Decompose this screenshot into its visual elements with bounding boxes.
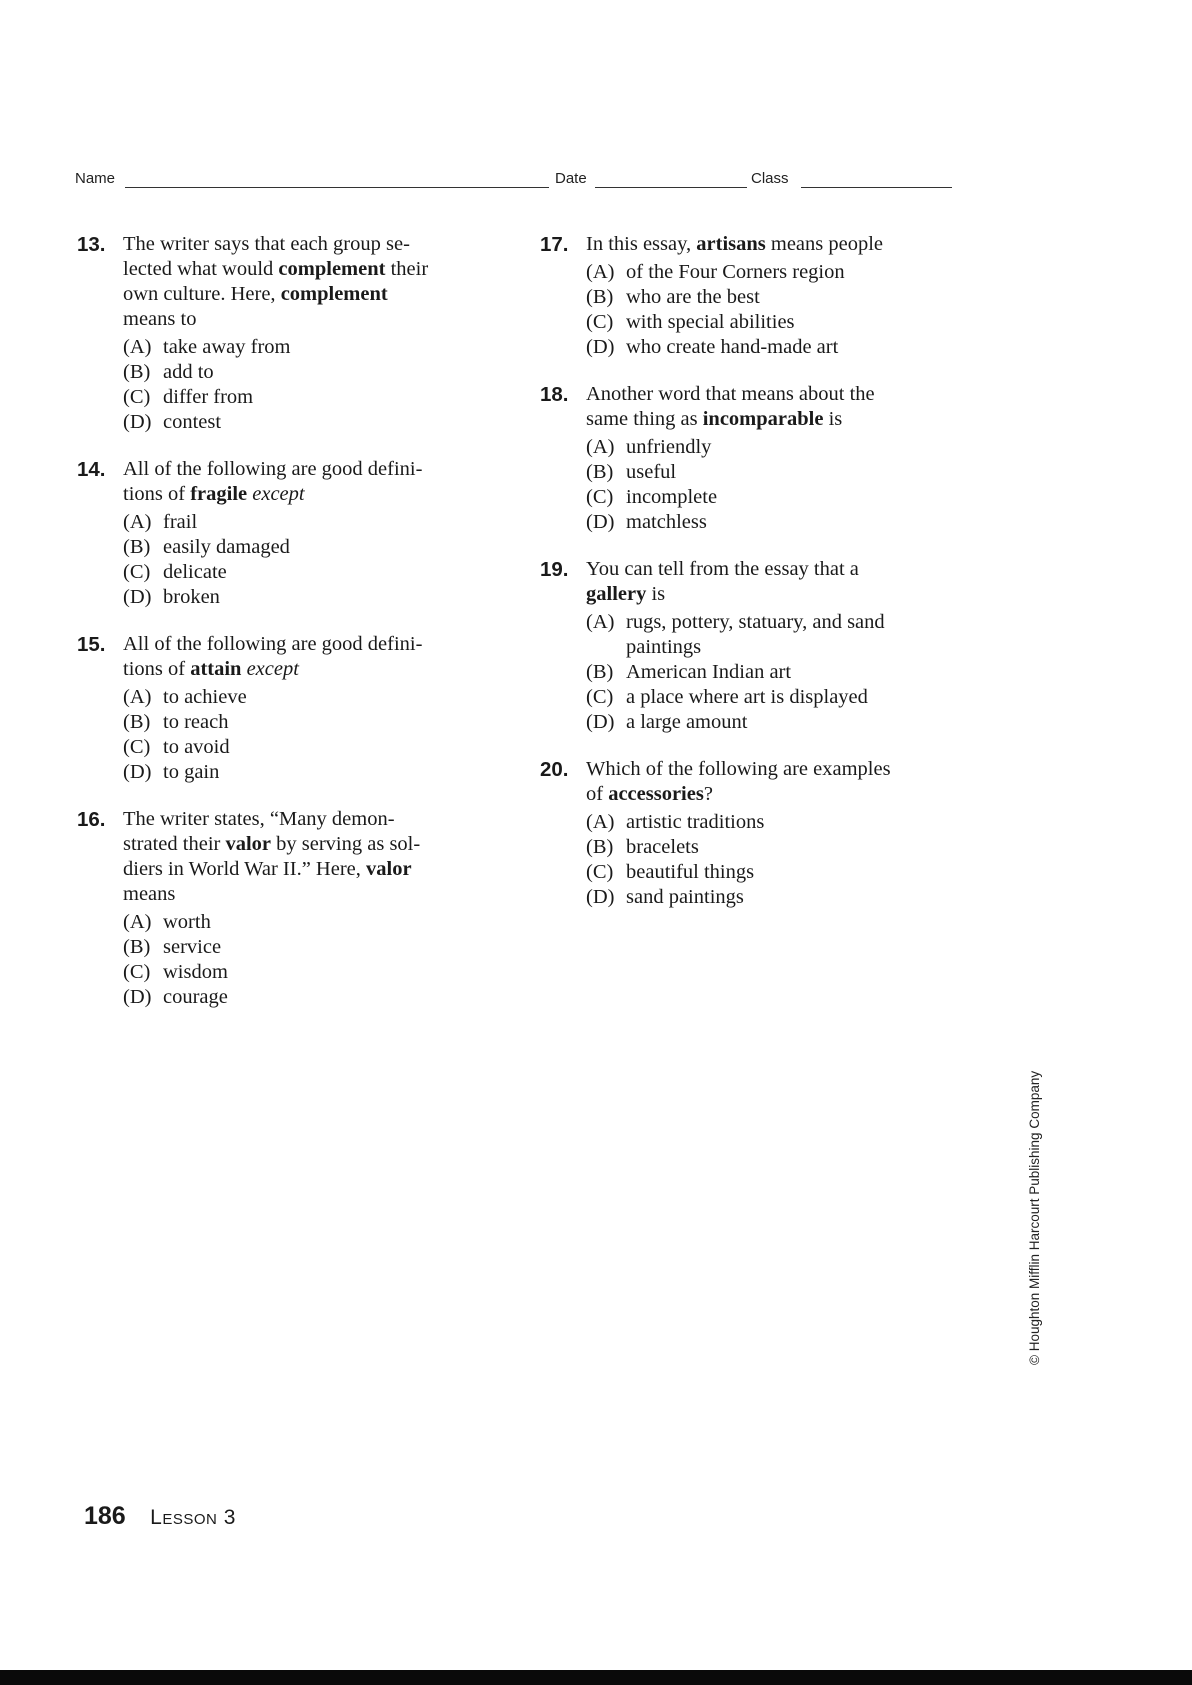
answer-option <box>123 710 497 735</box>
answer-options <box>586 810 960 910</box>
option-text: rugs, pottery, statuary, and sand paintings <box>626 611 885 658</box>
answer-option <box>123 910 497 935</box>
stem-text: In this essay, <box>586 233 697 255</box>
question-number: 14. <box>77 458 106 481</box>
option-text: broken <box>163 586 220 608</box>
vocab-word: artisans <box>696 233 766 255</box>
answer-option <box>123 385 497 410</box>
option-text: a large amount <box>626 711 748 733</box>
question-stem <box>123 632 497 682</box>
stem-text: same thing as <box>586 408 703 430</box>
stem-text: tions of <box>123 483 191 505</box>
option-letter: (C) <box>123 736 151 758</box>
answer-option <box>123 935 497 960</box>
vocab-word: accessories <box>608 783 704 805</box>
stem-text: lected what would <box>123 258 279 280</box>
option-text: to avoid <box>163 736 230 758</box>
question-15 <box>77 632 497 785</box>
answer-options <box>586 610 960 735</box>
stem-text: means to <box>123 308 197 330</box>
answer-option <box>123 335 497 360</box>
option-text: a place where art is displayed <box>626 686 868 708</box>
option-letter: (D) <box>586 886 615 908</box>
page-number: 186 <box>84 1502 126 1530</box>
answer-option <box>586 285 960 310</box>
option-letter: (A) <box>123 336 152 358</box>
option-letter: (D) <box>586 511 615 533</box>
option-text: easily damaged <box>163 536 290 558</box>
stem-text: The writer says that each group se- <box>123 233 410 255</box>
option-text: wisdom <box>163 961 228 983</box>
page-footer <box>84 1502 236 1531</box>
answer-option <box>123 585 497 610</box>
left-column <box>77 232 497 1032</box>
option-letter: (C) <box>586 861 614 883</box>
lesson-label: Lesson 3 <box>150 1506 236 1529</box>
option-text: differ from <box>163 386 254 408</box>
stem-text: All of the following are good defini- <box>123 633 423 655</box>
answer-option <box>586 835 960 860</box>
vocab-word: incomparable <box>702 408 824 430</box>
question-stem <box>123 232 497 332</box>
question-stem <box>586 557 960 607</box>
option-letter: (B) <box>586 461 614 483</box>
option-letter: (B) <box>123 536 151 558</box>
answer-options <box>586 260 960 360</box>
answer-option <box>586 885 960 910</box>
option-text: to gain <box>163 761 220 783</box>
question-14 <box>77 457 497 610</box>
scan-edge-bar <box>0 1670 1192 1685</box>
answer-option <box>586 660 960 685</box>
name-line <box>125 187 549 188</box>
option-letter: (B) <box>586 286 614 308</box>
answer-options <box>586 435 960 535</box>
option-letter: (C) <box>123 386 151 408</box>
option-letter: (A) <box>586 261 615 283</box>
question-19 <box>540 557 960 735</box>
option-letter: (B) <box>123 711 151 733</box>
answer-options <box>123 685 497 785</box>
question-16 <box>77 807 497 1010</box>
right-column <box>540 232 960 932</box>
emphasis-text: except <box>252 483 305 505</box>
stem-text: The writer states, “Many demon- <box>123 808 395 830</box>
answer-option <box>586 610 960 660</box>
question-20 <box>540 757 960 910</box>
class-line <box>801 187 952 188</box>
option-letter: (D) <box>123 761 152 783</box>
answer-option <box>123 360 497 385</box>
vocab-word: valor <box>366 858 412 880</box>
stem-text: diers in World War II.” Here, <box>123 858 366 880</box>
question-number: 13. <box>77 233 106 256</box>
option-text: delicate <box>163 561 227 583</box>
option-letter: (C) <box>586 686 614 708</box>
option-text: frail <box>163 511 198 533</box>
option-text: unfriendly <box>626 436 712 458</box>
answer-option <box>123 535 497 560</box>
option-letter: (D) <box>123 586 152 608</box>
option-text: incomplete <box>626 486 718 508</box>
option-letter: (B) <box>586 836 614 858</box>
stem-text: tions of <box>123 658 191 680</box>
answer-option <box>586 860 960 885</box>
answer-option <box>123 410 497 435</box>
vocab-word: complement <box>278 258 386 280</box>
option-text: take away from <box>163 336 291 358</box>
option-text: worth <box>163 911 211 933</box>
question-number: 17. <box>540 233 569 256</box>
option-text: useful <box>626 461 677 483</box>
question-number: 16. <box>77 808 106 831</box>
option-text: American Indian art <box>626 661 792 683</box>
vocab-word: complement <box>280 283 388 305</box>
option-text: to reach <box>163 711 229 733</box>
answer-option <box>586 460 960 485</box>
question-17 <box>540 232 960 360</box>
option-text: matchless <box>626 511 707 533</box>
stem-text: means people <box>765 233 884 255</box>
stem-text: All of the following are good defini- <box>123 458 423 480</box>
stem-text: ? <box>703 783 713 805</box>
question-stem <box>586 757 960 807</box>
option-letter: (C) <box>586 311 614 333</box>
class-label: Class <box>751 170 789 187</box>
vocab-word: valor <box>225 833 272 855</box>
option-letter: (A) <box>586 436 615 458</box>
option-letter: (B) <box>123 361 151 383</box>
answer-option <box>123 735 497 760</box>
option-text: sand paintings <box>626 886 744 908</box>
option-text: bracelets <box>626 836 699 858</box>
stem-text: Another word that means about the <box>586 383 875 405</box>
option-letter: (D) <box>586 711 615 733</box>
option-text: to achieve <box>163 686 247 708</box>
stem-text: is <box>823 408 843 430</box>
option-letter: (D) <box>123 411 152 433</box>
option-letter: (D) <box>123 986 152 1008</box>
option-letter: (D) <box>586 336 615 358</box>
question-number: 15. <box>77 633 106 656</box>
answer-option <box>123 560 497 585</box>
stem-text: You can tell from the essay that a <box>586 558 859 580</box>
option-text: artistic traditions <box>626 811 765 833</box>
option-letter: (A) <box>123 686 152 708</box>
answer-option <box>586 260 960 285</box>
answer-option <box>123 960 497 985</box>
option-letter: (A) <box>123 511 152 533</box>
answer-option <box>586 510 960 535</box>
vocab-word: attain <box>190 658 242 680</box>
emphasis-text: except <box>246 658 299 680</box>
option-letter: (C) <box>586 486 614 508</box>
answer-option <box>586 710 960 735</box>
question-18 <box>540 382 960 535</box>
answer-option <box>586 435 960 460</box>
answer-option <box>586 685 960 710</box>
question-number: 20. <box>540 758 569 781</box>
answer-option <box>586 335 960 360</box>
stem-text: is <box>646 583 666 605</box>
stem-text: Which of the following are examples <box>586 758 891 780</box>
answer-options <box>123 335 497 435</box>
option-text: of the Four Corners region <box>626 261 845 283</box>
stem-text: own culture. Here, <box>123 283 281 305</box>
vocab-word: gallery <box>586 583 647 605</box>
name-label: Name <box>75 170 116 187</box>
option-letter: (A) <box>586 811 615 833</box>
question-stem <box>123 807 497 907</box>
stem-text: of <box>586 783 609 805</box>
answer-option <box>123 685 497 710</box>
answer-option <box>123 985 497 1010</box>
answer-option <box>123 760 497 785</box>
option-letter: (B) <box>586 661 614 683</box>
stem-text: strated their <box>123 833 226 855</box>
answer-option <box>586 310 960 335</box>
option-text: contest <box>163 411 222 433</box>
answer-option <box>586 810 960 835</box>
option-letter: (A) <box>586 611 615 633</box>
answer-options <box>123 910 497 1010</box>
stem-text: their <box>385 258 429 280</box>
option-text: service <box>163 936 222 958</box>
stem-text: means <box>123 883 176 905</box>
question-stem <box>586 232 960 257</box>
answer-option <box>123 510 497 535</box>
option-text: beautiful things <box>626 861 755 883</box>
question-stem <box>123 457 497 507</box>
stem-text: by serving as sol- <box>271 833 421 855</box>
option-letter: (A) <box>123 911 152 933</box>
question-number: 19. <box>540 558 569 581</box>
option-letter: (B) <box>123 936 151 958</box>
question-stem <box>586 382 960 432</box>
answer-options <box>123 510 497 610</box>
date-line <box>595 187 747 188</box>
vocab-word: fragile <box>190 483 248 505</box>
question-number: 18. <box>540 383 569 406</box>
option-text: who create hand-made art <box>626 336 839 358</box>
answer-option <box>586 485 960 510</box>
date-label: Date <box>555 170 587 187</box>
option-text: add to <box>163 361 214 383</box>
option-letter: (C) <box>123 561 151 583</box>
option-text: courage <box>163 986 228 1008</box>
option-text: with special abilities <box>626 311 795 333</box>
copyright-notice: © Houghton Mifflin Harcourt Publishing Company <box>1027 1070 1042 1365</box>
option-letter: (C) <box>123 961 151 983</box>
option-text: who are the best <box>626 286 760 308</box>
question-13 <box>77 232 497 435</box>
